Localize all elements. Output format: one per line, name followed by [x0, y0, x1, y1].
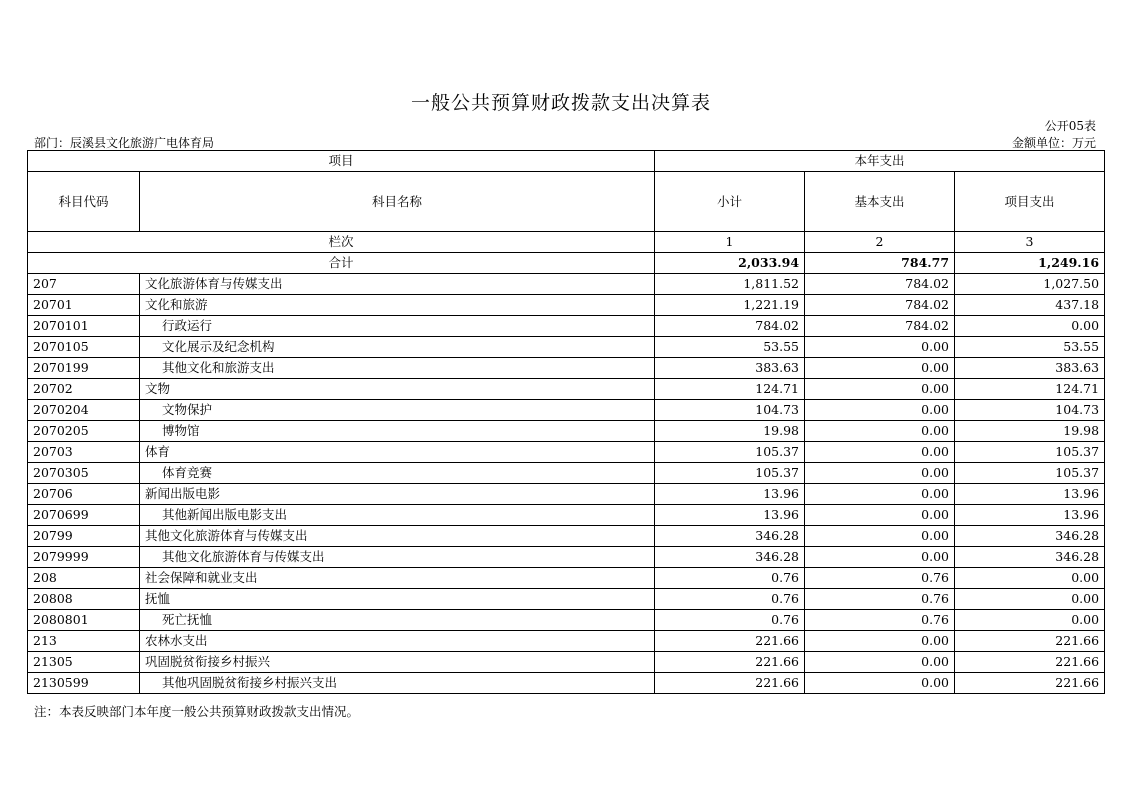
table-row — [28, 589, 1105, 610]
header-row-2 — [28, 172, 1105, 232]
row-project: 437.18 — [955, 295, 1105, 316]
row-basic: 0.00 — [805, 652, 955, 673]
row-subtotal: 19.98 — [655, 421, 805, 442]
row-name: 社会保障和就业支出 — [140, 568, 655, 589]
department-label: 部门：辰溪县文化旅游广电体育局 — [34, 136, 215, 150]
row-basic: 0.00 — [805, 421, 955, 442]
row-subtotal: 1,221.19 — [655, 295, 805, 316]
row-project: 0.00 — [955, 589, 1105, 610]
row-name: 农林水支出 — [140, 631, 655, 652]
row-name: 死亡抚恤 — [140, 610, 655, 631]
row-project: 105.37 — [955, 442, 1105, 463]
column-index-2: 2 — [805, 232, 955, 253]
row-project: 1,027.50 — [955, 274, 1105, 295]
row-name: 文化旅游体育与传媒支出 — [140, 274, 655, 295]
table-row — [28, 295, 1105, 316]
row-project: 221.66 — [955, 631, 1105, 652]
row-name: 新闻出版电影 — [140, 484, 655, 505]
table-row — [28, 547, 1105, 568]
header-project-expense: 项目支出 — [955, 172, 1105, 232]
row-name: 其他文化旅游体育与传媒支出 — [140, 526, 655, 547]
row-basic: 0.00 — [805, 400, 955, 421]
table-row — [28, 484, 1105, 505]
row-code: 2070305 — [28, 463, 140, 484]
row-code: 208 — [28, 568, 140, 589]
row-project: 346.28 — [955, 526, 1105, 547]
row-subtotal: 346.28 — [655, 547, 805, 568]
row-basic: 0.00 — [805, 631, 955, 652]
row-project: 221.66 — [955, 652, 1105, 673]
row-project: 346.28 — [955, 547, 1105, 568]
footnote: 注：本表反映部门本年度一般公共预算财政拨款支出情况。 — [34, 704, 360, 719]
row-name: 文化展示及纪念机构 — [140, 337, 655, 358]
row-code: 2070101 — [28, 316, 140, 337]
table-row — [28, 673, 1105, 694]
row-code: 20702 — [28, 379, 140, 400]
row-code: 2130599 — [28, 673, 140, 694]
row-basic: 0.00 — [805, 673, 955, 694]
header-project: 项目 — [28, 151, 655, 172]
row-code: 2070205 — [28, 421, 140, 442]
row-name: 行政运行 — [140, 316, 655, 337]
row-code: 2079999 — [28, 547, 140, 568]
column-index-3: 3 — [955, 232, 1105, 253]
table-row — [28, 442, 1105, 463]
table-row — [28, 568, 1105, 589]
row-code: 20706 — [28, 484, 140, 505]
row-code: 213 — [28, 631, 140, 652]
row-subtotal: 346.28 — [655, 526, 805, 547]
table-row — [28, 652, 1105, 673]
row-code: 20703 — [28, 442, 140, 463]
header-row-1 — [28, 151, 1105, 172]
total-label: 合计 — [28, 253, 655, 274]
table-row — [28, 463, 1105, 484]
row-project: 221.66 — [955, 673, 1105, 694]
row-code: 20808 — [28, 589, 140, 610]
row-project: 13.96 — [955, 505, 1105, 526]
row-subtotal: 13.96 — [655, 505, 805, 526]
row-basic: 0.00 — [805, 358, 955, 379]
column-index-1: 1 — [655, 232, 805, 253]
row-project: 13.96 — [955, 484, 1105, 505]
row-project: 19.98 — [955, 421, 1105, 442]
row-name: 文物保护 — [140, 400, 655, 421]
row-subtotal: 104.73 — [655, 400, 805, 421]
row-name: 其他新闻出版电影支出 — [140, 505, 655, 526]
row-basic: 0.00 — [805, 484, 955, 505]
row-basic: 0.00 — [805, 547, 955, 568]
table-row — [28, 379, 1105, 400]
row-project: 104.73 — [955, 400, 1105, 421]
row-basic: 784.02 — [805, 274, 955, 295]
column-index-row — [28, 232, 1105, 253]
row-project: 0.00 — [955, 316, 1105, 337]
row-subtotal: 0.76 — [655, 589, 805, 610]
total-basic: 784.77 — [805, 253, 955, 274]
row-subtotal: 53.55 — [655, 337, 805, 358]
row-code: 20799 — [28, 526, 140, 547]
table-row — [28, 358, 1105, 379]
table-row — [28, 526, 1105, 547]
row-code: 2070105 — [28, 337, 140, 358]
unit-label: 金额单位：万元 — [1011, 136, 1096, 150]
row-basic: 0.00 — [805, 442, 955, 463]
row-basic: 0.00 — [805, 526, 955, 547]
row-subtotal: 1,811.52 — [655, 274, 805, 295]
row-name: 博物馆 — [140, 421, 655, 442]
total-row — [28, 253, 1105, 274]
row-code: 207 — [28, 274, 140, 295]
row-basic: 0.00 — [805, 463, 955, 484]
header-basic: 基本支出 — [805, 172, 955, 232]
row-name: 体育 — [140, 442, 655, 463]
table-row — [28, 421, 1105, 442]
row-name: 抚恤 — [140, 589, 655, 610]
table-row — [28, 505, 1105, 526]
row-code: 2070699 — [28, 505, 140, 526]
row-subtotal: 383.63 — [655, 358, 805, 379]
table-row — [28, 316, 1105, 337]
header-current-year: 本年支出 — [655, 151, 1105, 172]
page-title: 一般公共预算财政拨款支出决算表 — [410, 92, 711, 114]
row-subtotal: 0.76 — [655, 568, 805, 589]
row-code: 21305 — [28, 652, 140, 673]
column-index-label: 栏次 — [28, 232, 655, 253]
row-subtotal: 124.71 — [655, 379, 805, 400]
table-row — [28, 631, 1105, 652]
row-project: 105.37 — [955, 463, 1105, 484]
row-subtotal: 105.37 — [655, 442, 805, 463]
row-subtotal: 221.66 — [655, 673, 805, 694]
row-project: 0.00 — [955, 610, 1105, 631]
row-basic: 784.02 — [805, 295, 955, 316]
expenditure-table — [27, 150, 1105, 694]
row-code: 2070199 — [28, 358, 140, 379]
row-subtotal: 0.76 — [655, 610, 805, 631]
row-name: 其他巩固脱贫衔接乡村振兴支出 — [140, 673, 655, 694]
row-subtotal: 221.66 — [655, 652, 805, 673]
table-row — [28, 274, 1105, 295]
table-row — [28, 610, 1105, 631]
row-basic: 784.02 — [805, 316, 955, 337]
row-basic: 0.76 — [805, 568, 955, 589]
row-name: 其他文化和旅游支出 — [140, 358, 655, 379]
total-project: 1,249.16 — [955, 253, 1105, 274]
row-basic: 0.76 — [805, 589, 955, 610]
row-basic: 0.00 — [805, 337, 955, 358]
row-subtotal: 105.37 — [655, 463, 805, 484]
row-name: 巩固脱贫衔接乡村振兴 — [140, 652, 655, 673]
row-subtotal: 221.66 — [655, 631, 805, 652]
header-code: 科目代码 — [28, 172, 140, 232]
row-project: 383.63 — [955, 358, 1105, 379]
row-subtotal: 784.02 — [655, 316, 805, 337]
table-row — [28, 337, 1105, 358]
row-code: 2080801 — [28, 610, 140, 631]
row-name: 文化和旅游 — [140, 295, 655, 316]
total-subtotal: 2,033.94 — [655, 253, 805, 274]
row-code: 20701 — [28, 295, 140, 316]
row-basic: 0.00 — [805, 505, 955, 526]
row-project: 0.00 — [955, 568, 1105, 589]
row-name: 其他文化旅游体育与传媒支出 — [140, 547, 655, 568]
row-project: 124.71 — [955, 379, 1105, 400]
header-name: 科目名称 — [140, 172, 655, 232]
row-basic: 0.00 — [805, 379, 955, 400]
row-project: 53.55 — [955, 337, 1105, 358]
row-basic: 0.76 — [805, 610, 955, 631]
form-number: 公开05表 — [1044, 119, 1096, 133]
row-name: 体育竞赛 — [140, 463, 655, 484]
row-code: 2070204 — [28, 400, 140, 421]
row-subtotal: 13.96 — [655, 484, 805, 505]
table-row — [28, 400, 1105, 421]
row-name: 文物 — [140, 379, 655, 400]
header-subtotal: 小计 — [655, 172, 805, 232]
